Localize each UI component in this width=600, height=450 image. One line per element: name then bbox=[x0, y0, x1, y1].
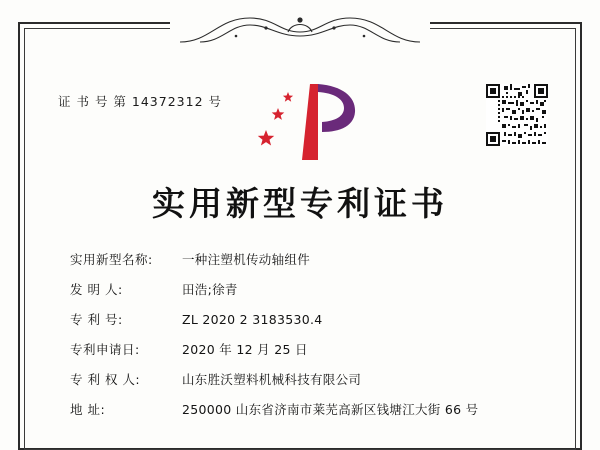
certificate-title: 实用新型专利证书 bbox=[152, 184, 448, 223]
certificate-fields bbox=[70, 252, 540, 432]
field-label: 专利申请日: bbox=[70, 342, 140, 357]
qr-code-icon bbox=[486, 84, 548, 146]
ornament-icon bbox=[170, 12, 430, 46]
field-value: 山东胜沃塑料机械科技有限公司 bbox=[182, 372, 362, 387]
field-utility-model-name bbox=[70, 252, 540, 267]
field-value: ZL 2020 2 3183530.4 bbox=[182, 312, 323, 327]
field-inventor bbox=[70, 282, 540, 297]
field-label: 专 利 号: bbox=[70, 312, 123, 327]
field-label: 地 址: bbox=[70, 402, 106, 417]
field-value: 田浩;徐青 bbox=[182, 282, 238, 297]
field-application-date bbox=[70, 342, 540, 357]
field-patent-number bbox=[70, 312, 540, 327]
field-address bbox=[70, 402, 540, 417]
field-label: 实用新型名称: bbox=[70, 252, 153, 267]
field-value: 250000 山东省济南市莱芜高新区钱塘江大街 66 号 bbox=[182, 402, 479, 417]
certificate-serial-number: 证 书 号 第 14372312 号 bbox=[58, 94, 222, 109]
field-label: 专 利 权 人: bbox=[70, 372, 141, 387]
field-value: 一种注塑机传动轴组件 bbox=[182, 252, 311, 267]
patent-emblem-icon bbox=[252, 78, 362, 166]
field-patentee bbox=[70, 372, 540, 387]
field-value: 2020 年 12 月 25 日 bbox=[182, 342, 308, 357]
field-label: 发 明 人: bbox=[70, 282, 123, 297]
